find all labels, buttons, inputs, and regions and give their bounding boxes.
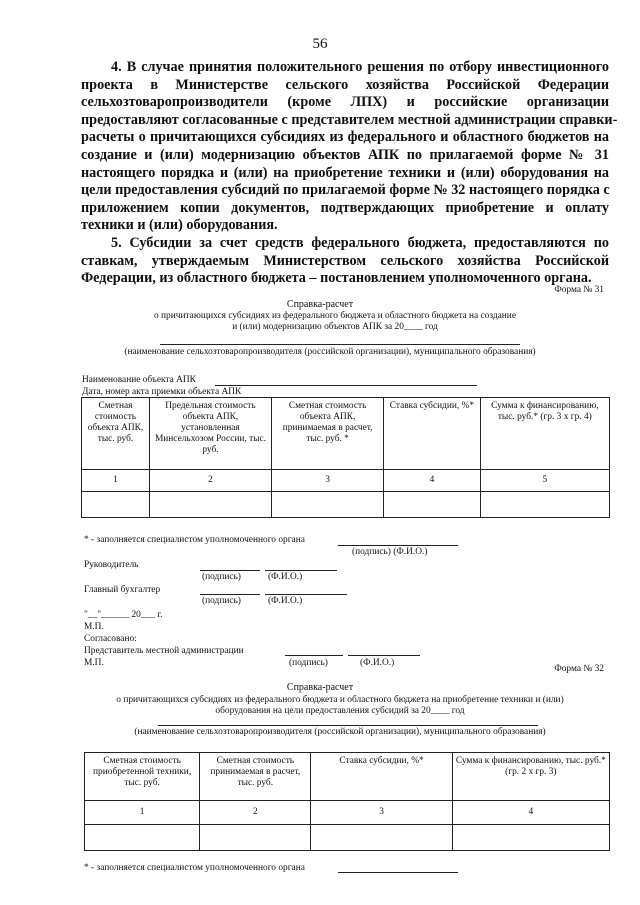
form-31-subtitle: о причитающихся субсидиях из федерального бюджета и областного бюджета на создание	[153, 311, 516, 321]
table-header-cell: Сметная стоимость приобретенной техники, тыс. руб.	[85, 753, 200, 801]
paragraph-line: расчеты о причитающихся субсидиях из федерального и областного бюджетов на	[81, 129, 609, 146]
table-row	[82, 470, 610, 492]
paragraph-line: техники и (или) оборудования.	[81, 217, 278, 234]
paragraph-5	[81, 235, 609, 288]
form-32-table	[84, 752, 610, 851]
form-31-footnote: * - заполняется специалистом уполномоченного органа	[84, 535, 305, 545]
local-admin-label: Представитель местной администрации	[84, 646, 244, 656]
table-cell: 4	[384, 470, 480, 492]
paragraph-line: сельхозтоваропроизводители (кроме ЛПХ) и российские организации	[81, 94, 609, 111]
page-number: 56	[312, 36, 328, 52]
paragraph-line: настоящего порядка и (или) на приобретение техники и (или) оборудования на	[81, 164, 609, 181]
paragraph-line: 4. В случае принятия положительного решения по отбору инвестиционного	[111, 59, 609, 75]
object-name-label: Наименование объекта АПК	[82, 375, 196, 385]
paragraph-line: ставкам, утверждаемым Министерством сельского хозяйства Российской	[81, 252, 609, 269]
table-cell	[271, 492, 383, 518]
table-cell	[85, 825, 200, 851]
table-header-cell: Сметная стоимость объекта АПК, принимаемая в расчет, тыс. руб. *	[271, 398, 383, 470]
form-32-label: Форма № 32	[554, 664, 604, 674]
table-header-cell: Предельная стоимость объекта АПК, установленная Минсельхозом России, тыс. руб.	[149, 398, 271, 470]
footnote-sign-caption: (подпись) (Ф.И.О.)	[352, 547, 428, 557]
paragraph-line: цели предоставления субсидий по прилагаемой форме № 32 настоящего порядка с	[81, 182, 610, 199]
table-header-cell: Ставка субсидии, %*	[384, 398, 480, 470]
form-31-org-caption: (наименование сельхозтоваропроизводителя (российской организации), муниципального образования)	[124, 347, 536, 357]
table-cell	[200, 825, 311, 851]
form-32-footnote: * - заполняется специалистом уполномоченного органа	[84, 863, 305, 873]
head-sign-line	[200, 570, 260, 571]
table-cell	[311, 825, 452, 851]
table-header-cell: Сумма к финансированию, тыс. руб.* (гр. 2 х гр. 3)	[452, 753, 609, 801]
table-cell	[149, 492, 271, 518]
head-fio-line	[265, 570, 337, 571]
form-31-table	[81, 397, 610, 518]
head-fio-caption: (Ф.И.О.)	[268, 572, 303, 582]
date-line: "__"______ 20___ г.	[84, 610, 163, 620]
table-cell	[384, 492, 480, 518]
paragraph-line: 5. Субсидии за счет средств федерального бюджета, предоставляются по	[111, 235, 609, 251]
stamp-mp: М.П.	[84, 658, 104, 668]
table-cell: 5	[480, 470, 609, 492]
stamp-mp: М.П.	[84, 622, 104, 632]
table-row	[85, 825, 610, 851]
table-header-row	[82, 398, 610, 470]
table-header-cell: Сметная стоимость принимаемая в расчет, тыс. руб.	[200, 753, 311, 801]
footnote-sign-line	[338, 872, 458, 873]
head-label: Руководитель	[84, 560, 139, 570]
table-cell	[480, 492, 609, 518]
org-name-line	[160, 344, 520, 345]
paragraph-line: приложением копии документов, подтверждающих приобретение и оплату	[81, 199, 609, 216]
table-header-cell: Сумма к финансированию, тыс. руб.* (гр. 3 х гр. 4)	[480, 398, 609, 470]
table-row	[85, 801, 610, 825]
form-31-subtitle-year: и (или) модернизацию объектов АПК за 20____ год	[232, 322, 438, 332]
table-cell: 2	[149, 470, 271, 492]
admin-sign-line	[285, 655, 343, 656]
form-31-title: Справка-расчет	[286, 299, 354, 310]
table-cell: 3	[311, 801, 452, 825]
table-header-row	[85, 753, 610, 801]
org-name-line	[158, 725, 538, 726]
accountant-label: Главный бухгалтер	[84, 585, 161, 595]
form-32-subtitle-year: оборудования на цели предоставления субсидий за 20____ год	[215, 706, 465, 716]
admin-fio-line	[348, 655, 420, 656]
table-row	[82, 492, 610, 518]
accountant-fio-line	[265, 594, 347, 595]
accountant-sign-caption: (подпись)	[202, 596, 241, 606]
accountant-fio-caption: (Ф.И.О.)	[268, 596, 303, 606]
table-cell: 1	[85, 801, 200, 825]
object-name-line	[215, 385, 477, 386]
form-32-org-caption: (наименование сельхозтоваропроизводителя (российской организации), муниципального образования)	[134, 727, 546, 737]
footnote-sign-line	[338, 545, 458, 546]
table-cell: 2	[200, 801, 311, 825]
paragraph-4	[81, 59, 618, 235]
form-32-subtitle: о причитающихся субсидиях из федерального бюджета и областного бюджета на приобретение техники и (или)	[116, 695, 564, 705]
accountant-sign-line	[200, 594, 260, 595]
paragraph-line: создание и (или) модернизацию объектов АПК по прилагаемой форме № 31	[81, 146, 609, 163]
paragraph-line: Федерации, из областного бюджета – постановлением уполномоченного органа.	[81, 270, 592, 287]
admin-fio-caption: (Ф.И.О.)	[360, 658, 395, 668]
admin-sign-caption: (подпись)	[289, 658, 328, 668]
paragraph-line: предоставляют согласованные с представителем местной администрации справки-	[81, 111, 618, 128]
form-31-label: Форма № 31	[554, 285, 604, 295]
table-cell	[452, 825, 609, 851]
paragraph-line: проекта в Министерстве сельского хозяйства Российской Федерации	[81, 76, 609, 93]
table-header-cell: Ставка субсидии, %*	[311, 753, 452, 801]
table-cell: 4	[452, 801, 609, 825]
table-cell: 3	[271, 470, 383, 492]
table-header-cell: Сметная стоимость объекта АПК, тыс. руб.	[82, 398, 150, 470]
table-cell: 1	[82, 470, 150, 492]
head-sign-caption: (подпись)	[202, 572, 241, 582]
act-date-label: Дата, номер акта приемки объекта АПК	[82, 387, 242, 397]
agreed-label: Согласовано:	[84, 634, 137, 644]
form-32-title: Справка-расчет	[286, 682, 354, 693]
table-cell	[82, 492, 150, 518]
